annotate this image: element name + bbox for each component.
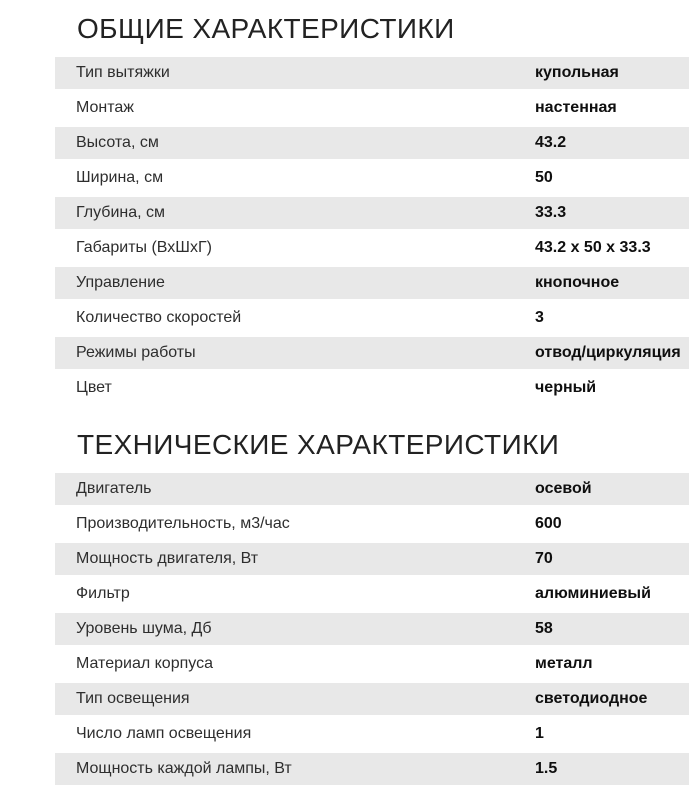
spec-value: 1.5 (535, 760, 558, 777)
spec-row (55, 508, 689, 540)
spec-section (55, 430, 689, 785)
spec-label: Мощность двигателя, Вт (76, 550, 259, 567)
spec-value: 50 (535, 169, 553, 186)
spec-row (55, 578, 689, 610)
spec-label: Материал корпуса (76, 655, 213, 672)
spec-label: Фильтр (76, 585, 130, 602)
spec-row (55, 232, 689, 264)
spec-value: кнопочное (535, 274, 620, 291)
spec-section (55, 14, 689, 404)
spec-row (55, 127, 689, 159)
spec-value: 33.3 (535, 204, 567, 221)
spec-label: Мощность каждой лампы, Вт (76, 760, 292, 777)
spec-row (55, 543, 689, 575)
spec-value: 600 (535, 515, 562, 532)
spec-label: Управление (76, 274, 165, 291)
spec-label: Число ламп освещения (76, 725, 252, 742)
spec-value: 70 (535, 550, 553, 567)
spec-value: светодиодное (535, 690, 648, 707)
spec-label: Габариты (ВхШхГ) (76, 239, 212, 256)
spec-row (55, 302, 689, 334)
spec-value: настенная (535, 99, 617, 116)
spec-label: Уровень шума, Дб (76, 620, 212, 637)
spec-row (55, 57, 689, 89)
spec-label: Режимы работы (76, 344, 196, 361)
spec-label: Тип освещения (76, 690, 190, 707)
spec-value: отвод/циркуляция (535, 344, 681, 361)
spec-row (55, 267, 689, 299)
spec-row (55, 753, 689, 785)
spec-value: алюминиевый (535, 585, 651, 602)
spec-label: Глубина, см (76, 204, 166, 221)
spec-value: 1 (535, 725, 544, 742)
spec-value: металл (535, 655, 593, 672)
spec-value: 3 (535, 309, 544, 326)
spec-label: Монтаж (76, 99, 134, 116)
spec-row (55, 613, 689, 645)
spec-label: Производительность, м3/час (76, 515, 290, 532)
spec-row (55, 372, 689, 404)
spec-value: 43.2 (535, 134, 567, 151)
spec-row (55, 648, 689, 680)
section-rows (55, 57, 689, 404)
spec-label: Тип вытяжки (76, 64, 170, 81)
section-rows (55, 473, 689, 785)
spec-value: 58 (535, 620, 553, 637)
spec-row (55, 683, 689, 715)
spec-label: Высота, см (76, 134, 159, 151)
spec-value: осевой (535, 480, 592, 497)
spec-row (55, 473, 689, 505)
spec-value: черный (535, 379, 597, 396)
section-title: ТЕХНИЧЕСКИЕ ХАРАКТЕРИСТИКИ (77, 429, 560, 460)
spec-row (55, 718, 689, 750)
spec-label: Двигатель (76, 480, 152, 497)
section-title: ОБЩИЕ ХАРАКТЕРИСТИКИ (77, 13, 455, 44)
spec-label: Количество скоростей (76, 309, 242, 326)
spec-row (55, 92, 689, 124)
spec-row (55, 197, 689, 229)
spec-label: Ширина, см (76, 169, 164, 186)
spec-value: купольная (535, 64, 619, 81)
spec-value: 43.2 x 50 x 33.3 (535, 239, 651, 256)
spec-label: Цвет (76, 379, 112, 396)
spec-row (55, 337, 689, 369)
spec-row (55, 162, 689, 194)
